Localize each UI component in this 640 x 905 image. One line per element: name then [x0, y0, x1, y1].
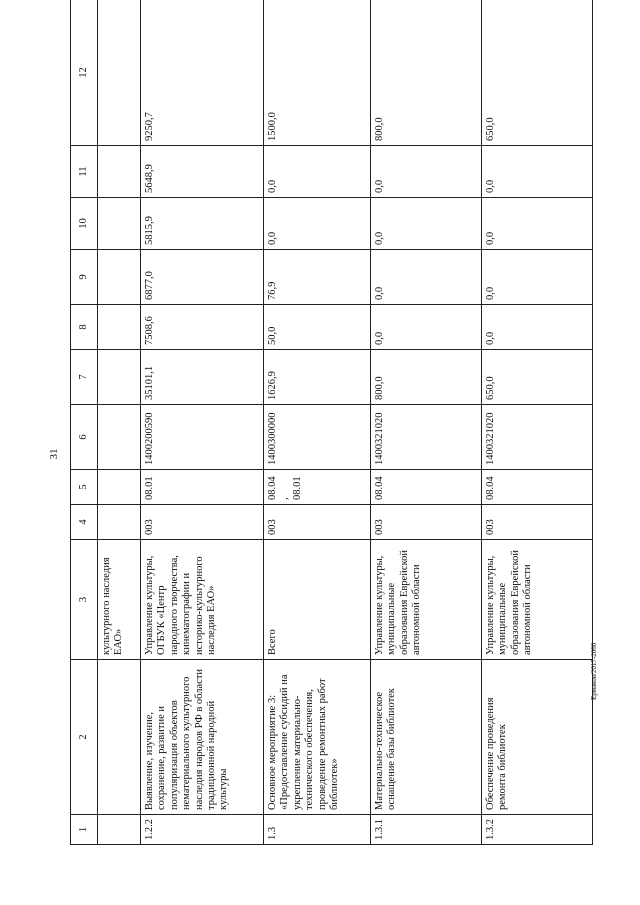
- header-cell: 9: [71, 250, 98, 305]
- table-cell: 0,0: [264, 198, 371, 250]
- table-cell: культурного наследия ЕАО»: [98, 540, 141, 660]
- header-cell: 7: [71, 350, 98, 405]
- header-row: [71, 0, 98, 845]
- table-cell: [98, 470, 141, 505]
- program-table: [70, 0, 593, 845]
- table-cell: 1400321020: [482, 405, 593, 470]
- table-cell: 003: [371, 505, 482, 540]
- table-cell: [98, 505, 141, 540]
- table-cell: 08.04: [482, 470, 593, 505]
- table-cell: 08.01: [141, 470, 264, 505]
- table-cell: 0,0: [264, 146, 371, 198]
- table-cell: 5648,9: [141, 146, 264, 198]
- table-cell: [98, 350, 141, 405]
- table-cell: 35101,1: [141, 350, 264, 405]
- table-cell: [98, 660, 141, 815]
- table-cell: 0,0: [482, 146, 593, 198]
- table-cell: 0,0: [482, 198, 593, 250]
- rotated-table-container: [70, 40, 590, 845]
- table-cell: 50,0: [264, 305, 371, 350]
- table-cell: Всего: [264, 540, 371, 660]
- table-cell: Обеспечение проведения ремонта библиотек: [482, 660, 593, 815]
- table-cell: [98, 250, 141, 305]
- header-cell: 10: [71, 198, 98, 250]
- table-row: [98, 0, 141, 845]
- table-cell: 650,0: [482, 350, 593, 405]
- table-cell: [98, 305, 141, 350]
- table-cell: Управление культуры, муниципальные образования Еврейской автономной области: [371, 540, 482, 660]
- table-cell: [98, 405, 141, 470]
- table-cell: [98, 0, 141, 146]
- table-row: [482, 0, 593, 845]
- table-cell: 003: [264, 505, 371, 540]
- header-cell: 4: [71, 505, 98, 540]
- table-cell: 1500,0: [264, 0, 371, 146]
- header-cell: 5: [71, 470, 98, 505]
- table-cell: 5815,9: [141, 198, 264, 250]
- table-cell: 1.3.2: [482, 815, 593, 845]
- table-cell: Управление культуры, муниципальные образования Еврейской автономной области: [482, 540, 593, 660]
- table-cell: 1.3.1: [371, 815, 482, 845]
- header-cell: 2: [71, 660, 98, 815]
- table-cell: 08.04: [371, 470, 482, 505]
- table-cell: 08.04, 08.01: [264, 470, 371, 505]
- table-row: [141, 0, 264, 845]
- footer-note: Ермаков/2017-2060: [590, 642, 598, 700]
- table-cell: 0,0: [371, 250, 482, 305]
- table-cell: 0,0: [371, 198, 482, 250]
- table-cell: 76,9: [264, 250, 371, 305]
- table-cell: 1400300000: [264, 405, 371, 470]
- header-cell: 1: [71, 815, 98, 845]
- table-cell: 6877,0: [141, 250, 264, 305]
- table-cell: 003: [141, 505, 264, 540]
- table-cell: [98, 198, 141, 250]
- header-cell: 6: [71, 405, 98, 470]
- table-cell: 003: [482, 505, 593, 540]
- table-cell: 7508,6: [141, 305, 264, 350]
- table-cell: 1.3: [264, 815, 371, 845]
- table-cell: 0,0: [371, 305, 482, 350]
- header-cell: 8: [71, 305, 98, 350]
- table-cell: 1400321020: [371, 405, 482, 470]
- table-cell: 650,0: [482, 0, 593, 146]
- table-cell: 0,0: [482, 250, 593, 305]
- table-row: [264, 0, 371, 845]
- header-cell: 11: [71, 146, 98, 198]
- table-row: [371, 0, 482, 845]
- header-cell: 12: [71, 0, 98, 146]
- table-cell: 0,0: [482, 305, 593, 350]
- table-cell: 0,0: [371, 146, 482, 198]
- table-cell: Управление культуры, ОГБУК «Центр народного творчества, кинематографии и историко-культурного наследия ЕАО»: [141, 540, 264, 660]
- table-cell: 1.2.2: [141, 815, 264, 845]
- table-cell: 800,0: [371, 350, 482, 405]
- table-cell: Основное мероприятие 3: «Предоставление субсидий на укрепление материально-технического обеспечения, проведение ремонтных работ библиотек»: [264, 660, 371, 815]
- table-cell: [98, 815, 141, 845]
- table-cell: Материально-техническое оснащение базы библиотек: [371, 660, 482, 815]
- table-cell: 1400200590: [141, 405, 264, 470]
- table-cell: [98, 146, 141, 198]
- table-cell: 9250,7: [141, 0, 264, 146]
- header-cell: 3: [71, 540, 98, 660]
- table-cell: Выявление, изучение, сохранение, развитие и популяризация объектов нематериального культурного наследия народов РФ в области традиционной народной культуры: [141, 660, 264, 815]
- table-cell: 800,0: [371, 0, 482, 146]
- page-number: 31: [48, 448, 60, 460]
- table-cell: 1626,9: [264, 350, 371, 405]
